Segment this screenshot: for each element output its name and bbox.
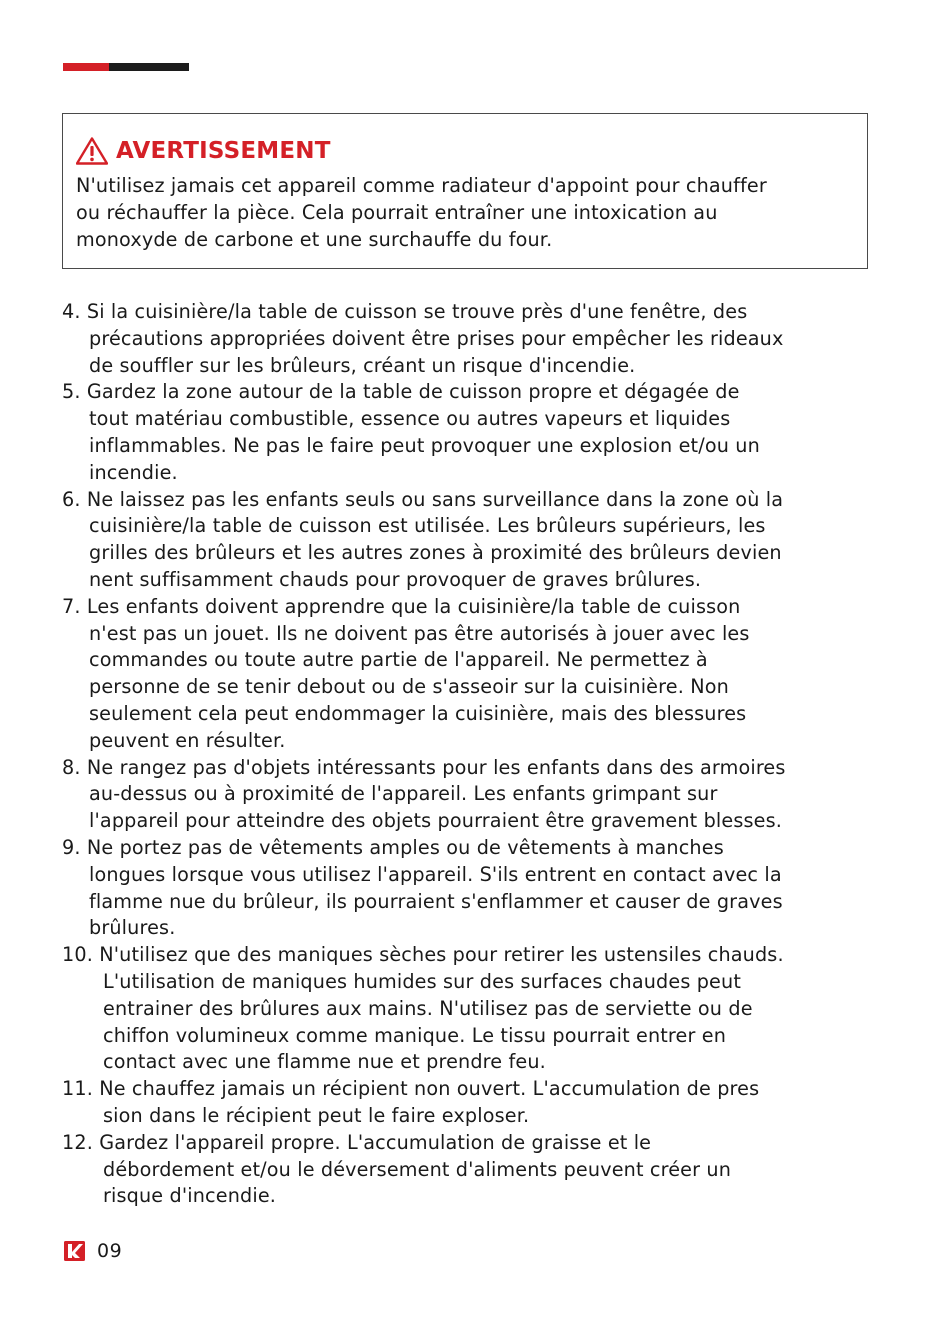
list-item-number: 9. xyxy=(62,835,81,859)
list-item-text: Les enfants doivent apprendre que la cuisinière/la table de cuisson n'est pas un jouet. Ils ne doivent pas être autorisés à jouer avec les commandes ou toute autre partie de l'appareil. Ne permettez à personne de se tenir debout ou de s'asseoir sur la cuisinière. Non seulement cela peut endommager la cuisinière, mais des blessures peuvent en résulter. xyxy=(86,594,750,752)
warning-heading xyxy=(76,136,854,166)
list-item-text: Ne laissez pas les enfants seuls ou sans surveillance dans la zone où la cuisinière/la table de cuisson est utilisée. Les brûleurs supérieurs, les grilles des brûleurs et les autres zones à proximité des brûleurs devien nent suffisamment chauds pour provoquer de graves brûlures. xyxy=(86,487,784,591)
brand-logo-icon xyxy=(64,1241,85,1261)
list-item xyxy=(62,1076,892,1130)
accent-bar-red xyxy=(63,63,109,71)
warning-text: N'utilisez jamais cet appareil comme radiateur d'appoint pour chauffer ou réchauffer la pièce. Cela pourrait entraîner une intoxication au monoxyde de carbone et une surchauffe du four. xyxy=(76,174,767,251)
list-item-number: 7. xyxy=(62,594,81,618)
list-item-number: 4. xyxy=(62,300,81,323)
page-number: 09 xyxy=(97,1240,123,1262)
list-item-text: Ne chauffez jamais un récipient non ouvert. L'accumulation de pres sion dans le récipient peut le faire exploser. xyxy=(99,1077,760,1127)
list-item xyxy=(62,835,892,942)
list-item xyxy=(62,942,892,1076)
list-item xyxy=(62,1130,892,1210)
list-item-text: Ne rangez pas d'objets intéressants pour les enfants dans des armoires au-dessus ou à proximité de l'appareil. Les enfants grimpant sur l'appareil pour atteindre des objets pourraient être gravement blesses. xyxy=(86,755,786,833)
list-item-number: 11. xyxy=(62,1077,93,1101)
list-item xyxy=(62,594,892,755)
list-item-text: Si la cuisinière/la table de cuisson se trouve près d'une fenêtre, des précautions appropriées doivent être prises pour empêcher les rideaux de souffler sur les brûleurs, créant un risque d'incendie. xyxy=(86,300,784,377)
list-item-text: Gardez la zone autour de la table de cuisson propre et dégagée de tout matériau combustible, essence ou autres vapeurs et liquides inflammables. Ne pas le faire peut provoquer une explosion et/ou un incendie. xyxy=(86,380,760,484)
list-item-text: Ne portez pas de vêtements amples ou de vêtements à manches longues lorsque vous utilisez l'appareil. S'ils entrent en contact avec la flamme nue du brûleur, ils pourraient s'enflammer et causer de graves brûlures. xyxy=(86,835,783,940)
list-item-number: 10. xyxy=(62,943,93,967)
list-item xyxy=(62,379,892,486)
list-item xyxy=(62,487,892,594)
header-accent-bar xyxy=(63,63,189,71)
list-item-text: N'utilisez que des maniques sèches pour retirer les ustensiles chauds. L'utilisation de maniques humides sur des surfaces chaudes peut entrainer des brûlures aux mains. N'utilisez pas de serviette ou de chiffon volumineux comme manique. Le tissu pourrait entrer en contact avec une flamme nue et prendre feu. xyxy=(99,943,784,1074)
accent-bar-dark xyxy=(109,63,189,71)
list-item-number: 12. xyxy=(62,1130,93,1154)
warning-box xyxy=(62,113,868,269)
list-item-number: 8. xyxy=(62,755,81,779)
page-footer xyxy=(64,1240,122,1262)
list-item xyxy=(62,299,892,379)
warning-triangle-icon xyxy=(76,137,108,165)
safety-instructions-list xyxy=(62,299,892,1210)
list-item-number: 5. xyxy=(62,380,81,404)
list-item-text: Gardez l'appareil propre. L'accumulation de graisse et le débordement et/ou le déversement d'aliments peuvent créer un risque d'incendie. xyxy=(99,1130,732,1208)
warning-title: AVERTISSEMENT xyxy=(116,138,331,164)
list-item xyxy=(62,755,892,835)
list-item-number: 6. xyxy=(62,487,81,511)
